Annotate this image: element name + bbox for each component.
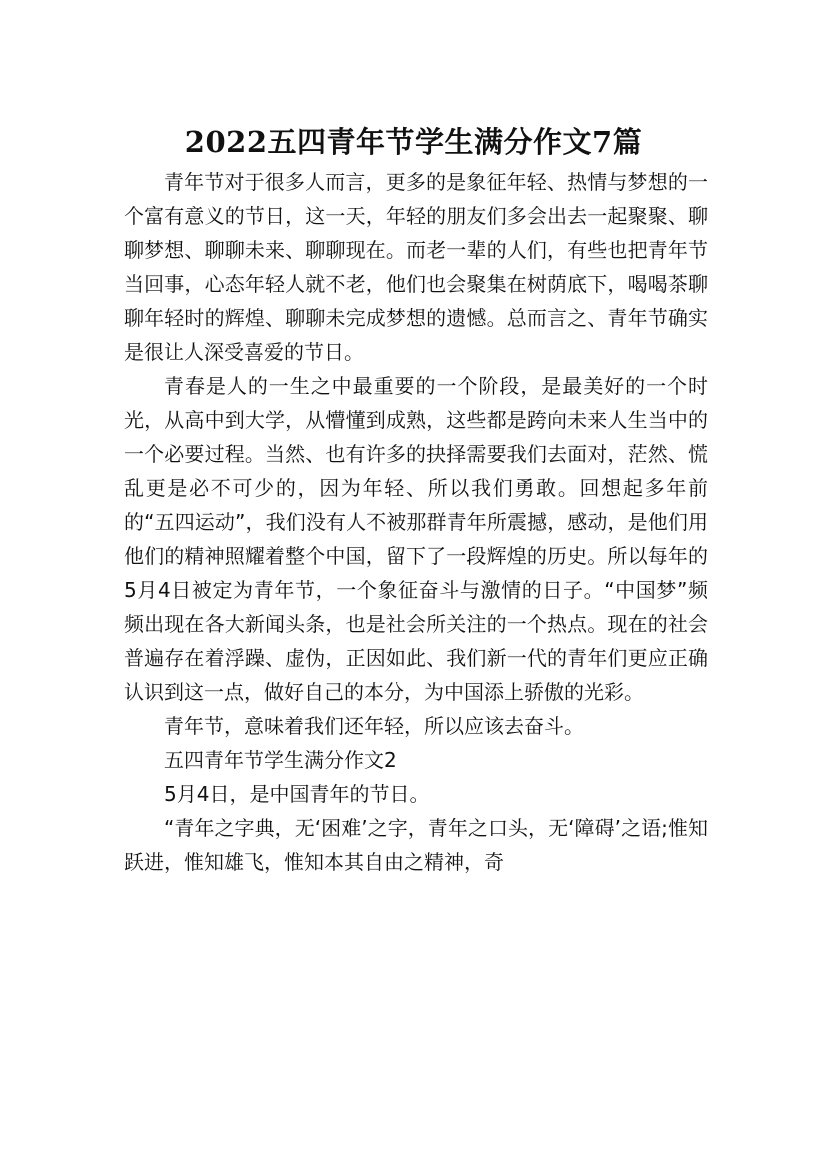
- paragraph-5: “青年之字典，无‘困难’之字，青年之口头，无‘障碍’之语;惟知跃进，惟知雄飞，惟知本其自由之精神，奇: [124, 816, 708, 874]
- document-title: 2022五四青年节学生满分作文7篇: [184, 125, 643, 160]
- document-body: [124, 165, 708, 879]
- essay-2-heading: 五四青年节学生满分作文2: [164, 748, 397, 772]
- paragraph-4: 5月4日，是中国青年的节日。: [164, 782, 430, 806]
- paragraph-2: 青春是人的一生之中最重要的一个阶段，是最美好的一个时光，从高中到大学，从懵懂到成熟，这些都是跨向未来人生当中的一个必要过程。当然、也有许多的抉择需要我们去面对，茫然、慌乱更是必不可少的，因为年轻、所以我们勇敢。回想起多年前的“五四运动”，我们没有人不被那群青年所震撼，感动，是他们用他们的精神照耀着整个中国，留下了一段辉煌的历史。所以每年的5月4日被定为青年节，一个象征奋斗与激情的日子。“中国梦”频频出现在各大新闻头条，也是社会所关注的一个热点。现在的社会普遍存在着浮躁、虚伪，正因如此、我们新一代的青年们更应正确认识到这一点，做好自己的本分，为中国添上骄傲的光彩。: [124, 374, 708, 704]
- paragraph-1: 青年节对于很多人而言，更多的是象征年轻、热情与梦想的一个富有意义的节日，这一天，年轻的朋友们多会出去一起聚聚、聊聊梦想、聊聊未来、聊聊现在。而老一辈的人们，有些也把青年节当回事，心态年轻人就不老，他们也会聚集在树荫底下，喝喝茶聊聊年轻时的辉煌、聊聊未完成梦想的遗憾。总而言之、青年节确实是很让人深受喜爱的节日。: [124, 170, 708, 364]
- paragraph-3: 青年节，意味着我们还年轻，所以应该去奋斗。: [164, 714, 584, 738]
